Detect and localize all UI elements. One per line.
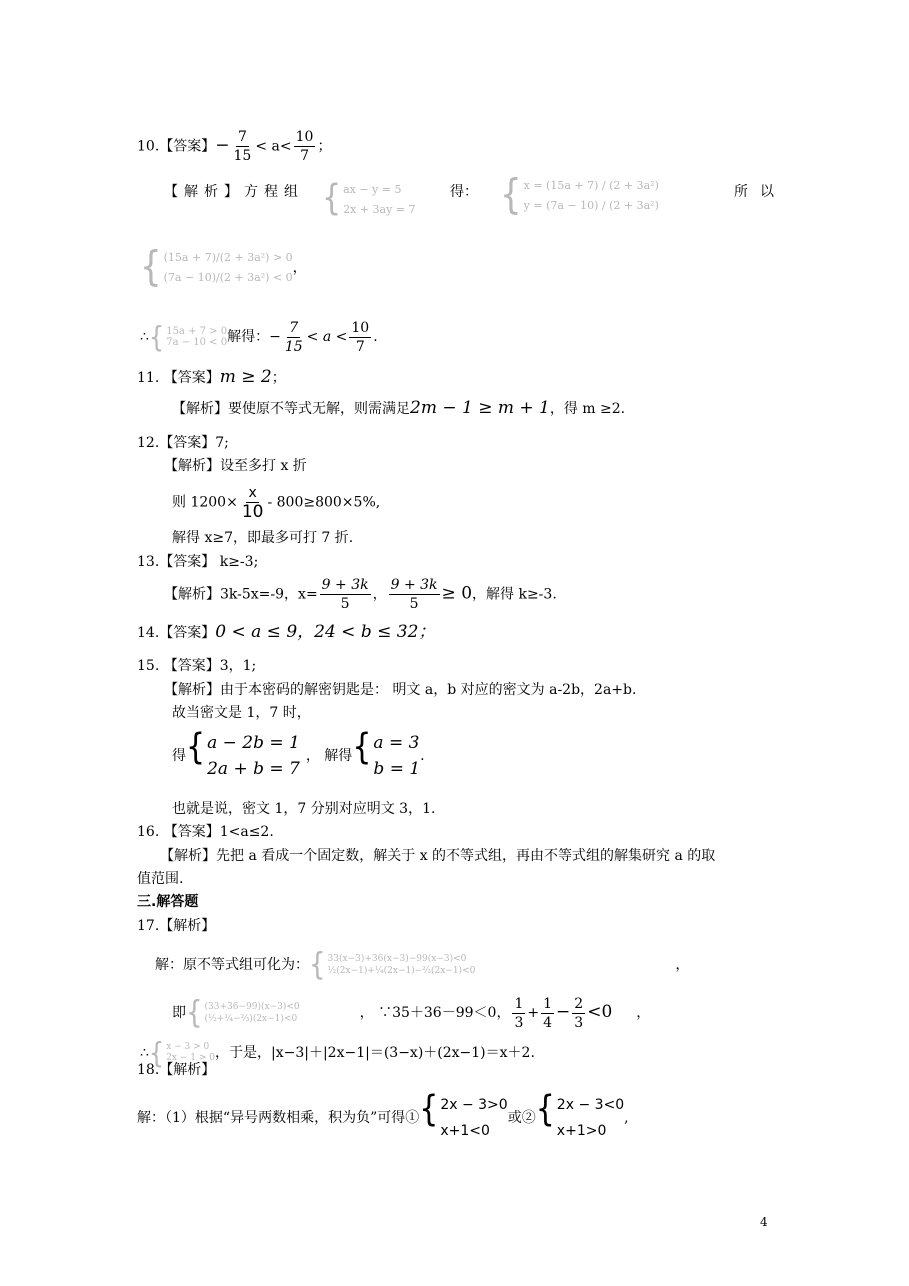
q10-analysis: 【解析】方程组 (164, 184, 304, 200)
q10-frac2: $\frac{10}{7}$ (295, 129, 314, 164)
q10-suoyi: 所以 (734, 184, 786, 200)
section-title: 三.解答题 (137, 894, 199, 910)
q13-analysis: 【解析】3k-5x=-9，x= $\frac{9 + 3k}{5}$ ， $\frac{9 + 3k}{5}$ ≥ 0，解得 k≥-3. (164, 577, 557, 612)
q12-result: 解得 x≥7，即最多可打 7 折. (172, 530, 354, 546)
q17-line2: 即 { (33+36−99)(x−3)<0 (½+¼−⅔)(2x−1)<0 ， ∵35＋36－99＜0， $\frac{1}{3}$ + $\frac{1}{4}$ − $\frac{2}{3}$ <0 ， (172, 995, 651, 1031)
q12-equation: 则 1200× $\frac{x}{10}$ - 800≥800×5%, (172, 485, 381, 522)
q15-line2: 故当密文是 1，7 时， (172, 705, 311, 721)
page-number: 4 (760, 1215, 768, 1229)
q12-answer: 12.【答案】7; (137, 435, 229, 451)
q10-therefore: ∴ { 15a + 7 > 0 7a − 10 < 0 解得：− $\frac{7}{15}$ < a < $\frac{10}{7}$ . (140, 319, 378, 355)
q17-line1: 解：原不等式组可化为： { 33(x−3)+36(x−3)−99(x−3)<0 ½(2x−1)+¼(2x−1)−⅔(2x−1)<0 ， (155, 947, 690, 983)
q16-answer: 16. 【答案】1<a≤2. (137, 824, 274, 840)
q12-analysis: 【解析】设至多打 x 折 (164, 458, 307, 474)
q11-analysis: 【解析】要使原不等式无解，则需满足2m − 1 ≥ m + 1，得 m ≥2. (172, 398, 626, 418)
q17-label: 17.【解析】 (137, 918, 216, 934)
q10-system1: { ax − y = 5 2x + 3ay = 7 (322, 177, 416, 220)
q15-analysis: 【解析】由于本密码的解密钥匙是： 明文 a，b 对应的密文为 a-2b，2a+b. (164, 682, 637, 698)
q16-analysis-1: 【解析】先把 a 看成一个固定数，解关于 x 的不等式组，再由不等式组的解集研究 a 的取 (160, 848, 716, 864)
q15-system: 得 { a − 2b = 1 2a + b = 7 ， 解得 { a = 3 b = 1 . (172, 726, 425, 779)
q18-label: 18.【解析】 (137, 1062, 216, 1078)
q15-conclusion: 也就是说，密文 1，7 分别对应明文 3，1. (172, 801, 436, 817)
q10-answer: 10.【答案】− $\frac{7}{15}$ < a< $\frac{10}{7}$ ； (137, 129, 332, 164)
q10-solution: { x = (15a + 7) / (2 + 3a²) y = (7a − 10) / (2 + 3a²) (500, 170, 659, 219)
q17-line3: ∴ { x − 3 > 0 2x − 1 > 0 ，于是，|x−3|＋|2x−1|＝(3−x)＋(2x−1)＝x＋2. (140, 1036, 535, 1070)
q10-de: 得： (450, 184, 478, 200)
q18-line1: 解：（1）根据“异号两数相乘，积为负”可得① { 2x − 3>0 x+1<0 或② { 2x − 3<0 x+1>0 , (137, 1088, 629, 1139)
q11-answer: 11. 【答案】m ≥ 2； (137, 367, 286, 387)
q16-analysis-2: 值范围. (137, 871, 184, 887)
q14-answer: 14.【答案】0 < a ≤ 9，24 < b ≤ 32； (137, 622, 436, 642)
q10-conditions: { (15a + 7)/(2 + 3a²) > 0 (7a − 10)/(2 + 3a²) < 0 ， (140, 242, 307, 291)
q10-frac1: $\frac{7}{15}$ (233, 129, 252, 164)
q15-answer: 15. 【答案】3，1; (137, 658, 257, 674)
q10-label: 10.【答案】 (137, 138, 216, 155)
q13-answer: 13.【答案】 k≥-3; (137, 554, 259, 570)
